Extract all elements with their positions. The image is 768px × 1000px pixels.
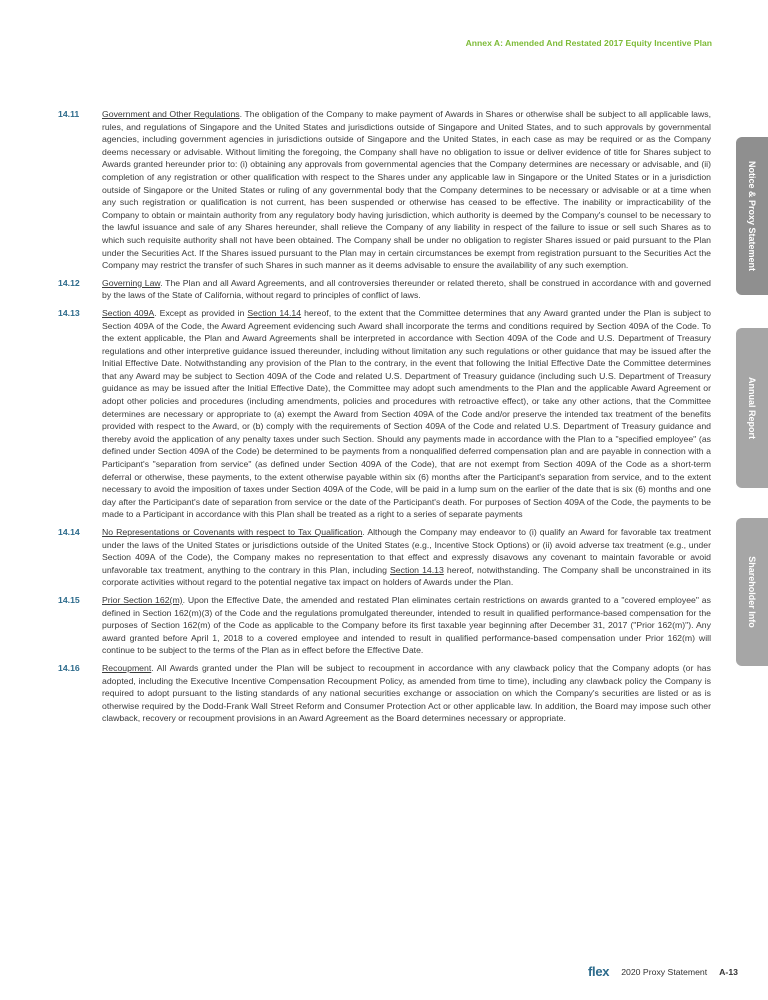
document-body	[58, 108, 711, 730]
section-text: . The obligation of the Company to make payment of Awards in Shares or otherwise shall be subject to all applicable laws, rules, and regulations of Singapore and the United States and jurisdictions outside of Singapore and United States, and to such approvals by governmental agencies, including government agencies in jurisdictions outside of Singapore and the United States, in each case as may be required or as the Company deems necessary or advisable. Without limiting the foregoing, the Company shall have no obligation to issue or deliver evidence of title for Shares subject to Awards granted hereunder prior to: (i) obtaining any approvals from governmental agencies that the Company determines are necessary or advisable, and (ii) completion of any registration or other qualification with respect to the Shares under any applicable law in Singapore or the United States or in a jurisdiction outside of Singapore or the United States or ruling of any governmental body that the Company determines to be necessary or advisable or at a time when any such registration or qualification is not current, has been suspended or otherwise has ceased to be effective. The inability or impracticability of the Company to obtain or maintain authority from any regulatory body having jurisdiction, which authority is deemed by the Company's counsel to be necessary to the lawful issuance and sale of any Shares hereunder, shall relieve the Company of any liability in respect of the failure to issue or sell such Shares as to which such requisite authority shall not have been obtained. The Company shall be under no obligation to register Shares issued or paid pursuant to the Plan under the Securities Act. If the Shares issued pursuant to the Plan may in certain circumstances be exempt from registration pursuant to the Securities Act the Company may restrict the transfer of such Shares in such manner as it deems advisable to ensure the availability of any such exemption.	[102, 109, 711, 271]
section-text: . The Plan and all Award Agreements, and all controversies thereunder or related thereto, shall be construed in accordance with and governed by the laws of the State of California, without regard to principles of conflict of laws.	[102, 277, 711, 301]
section-14-11	[58, 108, 711, 272]
section-title: No Representations or Covenants with respect to Tax Qualification	[102, 527, 363, 537]
page-header: Annex A: Amended And Restated 2017 Equity Incentive Plan	[465, 38, 712, 48]
section-14-14	[58, 526, 711, 589]
section-number: 14.11	[58, 109, 80, 119]
section-title: Section 409A	[102, 307, 155, 318]
section-number: 14.16	[58, 662, 80, 673]
section-title: Prior Section 162(m)	[102, 594, 183, 605]
page-number: A-13	[719, 966, 738, 977]
section-14-13	[58, 307, 711, 521]
section-text: . Upon the Effective Date, the amended and restated Plan eliminates certain restrictions on awards granted to a "covered employee" as defined in Section 162(m)(3) of the Code and the regulations promulgated thereunder, intended to result in qualified performance-based compensation for the purposes of Section 162(m) of the Code as applicable to the Company before its first taxable year beginning after December 31, 2017 ("Prior 162(m)"). Any award granted before April 1, 2018 to a covered employee and intended to result in qualified performance-based compensation under Prior 162(m) will continue to be subject to the terms of the Plan as in effect before the Effective Date.	[102, 594, 711, 656]
section-text: hereof, to the extent that the Committee determines that any Award granted under the Plan is subject to Section 409A of the Code, the Award Agreement evidencing such Award shall incorporate the terms and conditions required by Section 409A of the Code. To the extent applicable, the Plan and Award Agreements shall be interpreted in accordance with Section 409A of the Code and U.S. Department of Treasury regulations and other interpretive guidance issued thereunder, including without limitation any such regulations or other guidance that may be issued after the Initial Effective Date. Notwithstanding any provision of the Plan to the contrary, in the event that following the Initial Effective Date the Committee determines that any Award may be subject to Section 409A of the Code and related U.S. Department of Treasury guidance (including such U.S. Department of Treasury guidance as may be issued after the Initial Effective Date), the Committee may adopt such amendments to the Plan and the applicable Award Agreement or adopt other policies and procedures (including amendments, policies and procedures with retroactive effect), or take any other actions, that the Committee determines are necessary or appropriate to (a) exempt the Award from Section 409A of the Code and/or preserve the intended tax treatment of the benefits provided with respect to the Award, or (b) comply with the requirements of Section 409A of the Code and related U.S. Department of Treasury guidance and thereby avoid the application of any penalty taxes under such Section. Should any payments made in accordance with the Plan to a "specified employee" (as defined under Section 409A of the Code) be determined to be payments from a nonqualified deferred compensation plan and are payable in connection with a Participant's "separation from service" (as defined under Section 409A of the Code), that are not exempt from Section 409A of the Code as a short-term deferral or otherwise, these payments, to the extent otherwise payable within six (6) months after the Participant's separation from service, and to the extent necessary to avoid the imposition of taxes under Section 409A of the Code, will be paid in a lump sum on the earlier of the date that is six (6) months and one day after the Participant's date of separation from service or the date of the Participant's death. For purposes of Section 409A of the Code, the payments to be made to a Participant in accordance with this Plan shall be treated as a right to a series of separate payments	[102, 307, 711, 520]
section-text: . Except as provided in	[154, 307, 248, 318]
section-reference-link[interactable]: Section 14.13	[390, 564, 444, 575]
section-14-15	[58, 594, 711, 657]
section-text: . All Awards granted under the Plan will be subject to recoupment in accordance with any clawback policy that the Company adopts (or has adopted, including the Executive Incentive Compensation Recoupment Policy, as amended from time to time), including any clawback policy the Company is required to adopt pursuant to the listing standards of any national securities exchange or association on which the Company's securities are listed or as is otherwise required by the Dodd-Frank Wall Street Reform and Consumer Protection Act or other applicable law. In addition, the Board may impose such other clawback, recovery or recoupment provisions in an Award Agreement as the Board determines necessary or appropriate.	[102, 662, 711, 724]
side-tab-label: Shareholder Info	[747, 556, 757, 628]
section-14-12	[58, 277, 711, 302]
section-14-16	[58, 662, 711, 725]
flex-logo: flex	[587, 964, 610, 979]
section-title: Recoupment	[102, 662, 152, 673]
footer-document-title: 2020 Proxy Statement	[621, 966, 708, 977]
side-tab-notice-proxy[interactable]	[736, 137, 768, 295]
page-footer	[588, 964, 738, 979]
section-number: 14.14	[58, 527, 80, 537]
section-title: Government and Other Regulations	[102, 109, 240, 119]
section-text: . Although the Company may endeavor to (i) qualify an Award for favorable tax treatment under the laws of the United States or jurisdictions outside of the United States (e.g., Incentive Stock Options) or (ii) avoid adverse tax treatment (e.g., under Section 409A of the Code), the Company makes no representation to that effect and expressly disavows any covenant to maintain favorable or avoid unfavorable tax treatment, anything to the contrary in this Plan, including	[102, 527, 711, 575]
section-text: hereof, notwithstanding. The Company shall be unconstrained in its corporate activities without regard to the potential negative tax impact on holders of Awards under the Plan.	[102, 564, 711, 588]
section-number: 14.13	[58, 307, 80, 318]
section-title: Governing Law	[102, 277, 161, 288]
side-tab-annual-report[interactable]	[736, 328, 768, 488]
section-reference-link[interactable]: Section 14.14	[247, 307, 302, 318]
side-tab-shareholder-info[interactable]	[736, 518, 768, 666]
side-tab-label: Annual Report	[747, 377, 757, 439]
section-number: 14.15	[58, 594, 80, 605]
section-number: 14.12	[58, 277, 80, 288]
side-tab-label: Notice & Proxy Statement	[747, 160, 757, 272]
